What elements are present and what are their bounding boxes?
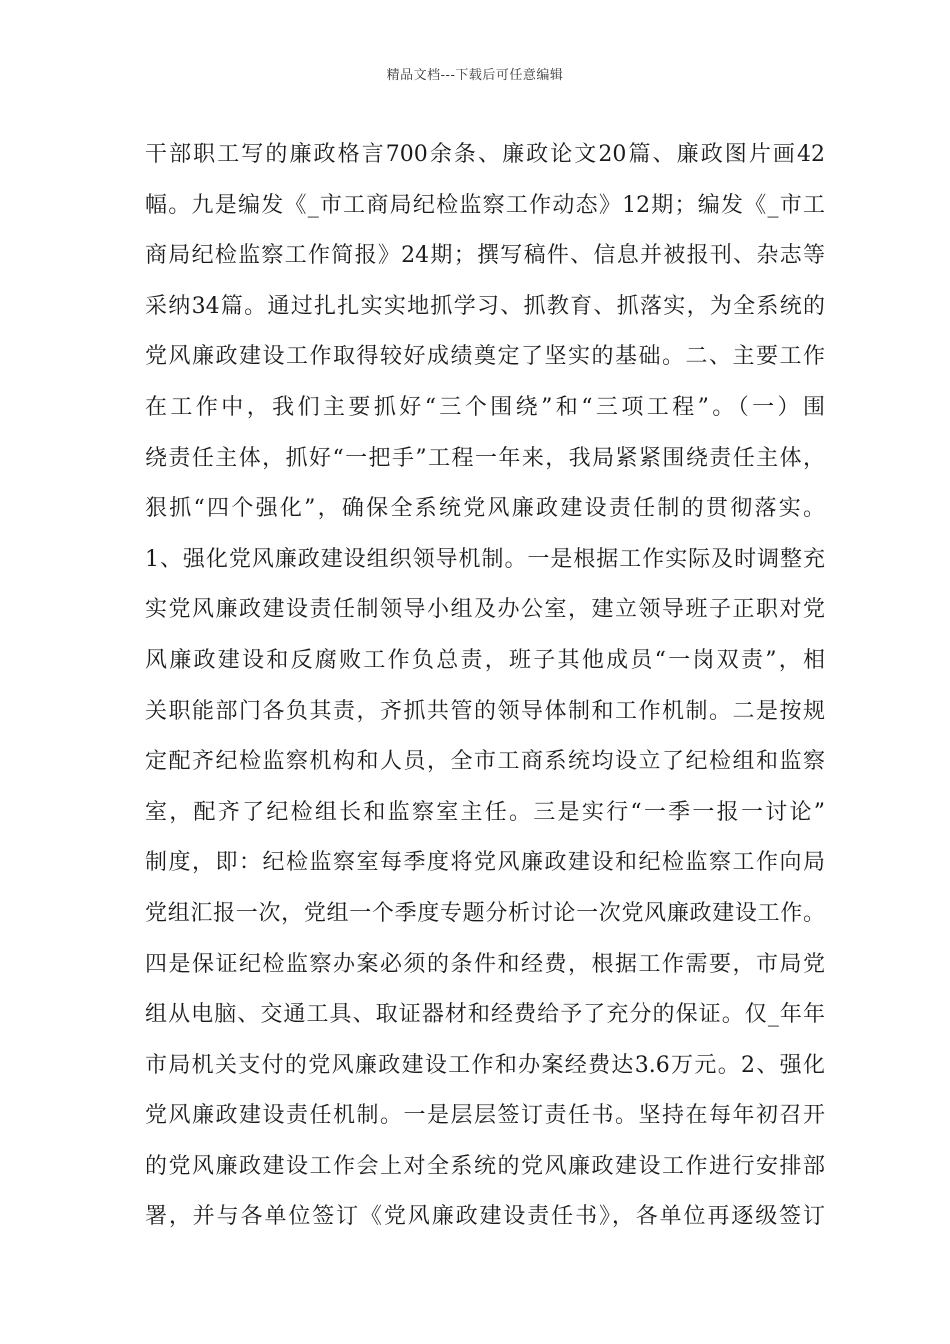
text-line: 党组汇报一次，党组一个季度专题分析讨论一次党风廉政建设工作。 <box>145 900 825 926</box>
page-header: 精品文档---下载后可任意编辑 <box>386 68 564 83</box>
text-line: 幅。九是编发《_市工商局纪检监察工作动态》12期；编发《_市工 <box>145 192 825 218</box>
text-line: 绕责任主体，抓好“一把手”工程一年来，我局紧紧围绕责任主体， <box>145 445 825 471</box>
text-line: 党风廉政建设工作取得较好成绩奠定了坚实的基础。二、主要工作 <box>145 344 825 370</box>
text-line: 实党风廉政建设责任制领导小组及办公室，建立领导班子正职对党 <box>145 597 825 623</box>
text-line: 市局机关支付的党风廉政建设工作和办案经费达3.6万元。2、强化 <box>145 1052 825 1078</box>
text-line: 在工作中，我们主要抓好“三个围绕”和“三项工程”。（一）围 <box>145 394 825 420</box>
text-line: 室，配齐了纪检组长和监察室主任。三是实行“一季一报一讨论” <box>145 799 825 825</box>
text-line: 党风廉政建设责任机制。一是层层签订责任书。坚持在每年初召开 <box>145 1103 825 1129</box>
text-line: 1、强化党风廉政建设组织领导机制。一是根据工作实际及时调整充 <box>145 546 825 572</box>
text-line: 的党风廉政建设工作会上对全系统的党风廉政建设工作进行安排部 <box>145 1153 825 1179</box>
text-line: 制度，即：纪检监察室每季度将党风廉政建设和纪检监察工作向局 <box>145 850 825 876</box>
text-line: 干部职工写的廉政格言700余条、廉政论文20篇、廉政图片画42 <box>145 142 825 167</box>
text-line: 四是保证纪检监察办案必须的条件和经费，根据工作需要，市局党 <box>145 951 825 977</box>
text-line: 商局纪检监察工作简报》24期；撰写稿件、信息并被报刊、杂志等 <box>145 243 825 269</box>
body-text <box>145 130 825 1243</box>
text-line: 关职能部门各负其责，齐抓共管的领导体制和工作机制。二是按规 <box>145 698 825 724</box>
text-line: 定配齐纪检监察机构和人员，全市工商系统均设立了纪检组和监察 <box>145 749 825 775</box>
text-line: 采纳34篇。通过扎扎实实地抓学习、抓教育、抓落实，为全系统的 <box>145 293 825 319</box>
text-line: 风廉政建设和反腐败工作负总责，班子其他成员“一岗双责”，相 <box>145 647 825 673</box>
text-line: 组从电脑、交通工具、取证器材和经费给予了充分的保证。仅_年年 <box>145 1002 825 1028</box>
text-line: 署，并与各单位签订《党风廉政建设责任书》，各单位再逐级签订 <box>145 1204 825 1230</box>
text-line: 狠抓“四个强化”，确保全系统党风廉政建设责任制的贯彻落实。 <box>145 496 825 522</box>
